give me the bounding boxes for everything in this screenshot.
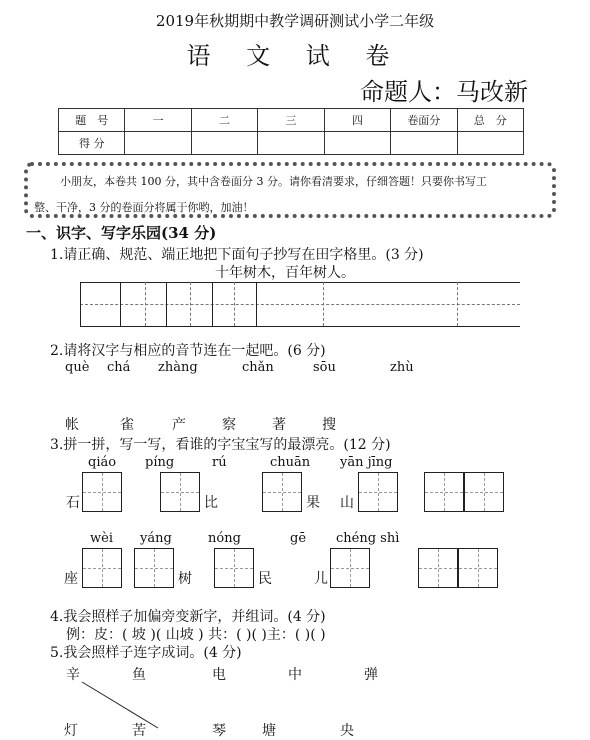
exam-title: 2019年秋期期中教学调研测试小学二年级 bbox=[155, 12, 435, 30]
hanzi-char[interactable]: 电 bbox=[212, 667, 226, 683]
pinyin-label: chá bbox=[107, 360, 131, 375]
hanzi-char: 帐 bbox=[65, 417, 79, 433]
hanzi-char: 座 bbox=[64, 571, 78, 587]
q3-instruction: 3.拼一拼，写一写，看谁的字宝宝写的最漂亮。(12 分) bbox=[50, 437, 391, 453]
hanzi-char[interactable]: 央 bbox=[340, 723, 354, 739]
pinyin-label: qiáo bbox=[88, 455, 117, 470]
pinyin-label: què bbox=[65, 360, 90, 375]
hanzi-char: 察 bbox=[222, 417, 236, 433]
hanzi-char: 著 bbox=[272, 417, 286, 433]
pinyin-label: yān jīng bbox=[340, 455, 393, 470]
q4-instruction: 4.我会照样子加偏旁变新字，并组词。(4 分) bbox=[50, 609, 326, 625]
q2-instruction: 2.请将汉字与相应的音节连在一起吧。(6 分) bbox=[50, 343, 326, 359]
q1-sentence: 十年树木，百年树人。 bbox=[215, 265, 355, 281]
q4-example[interactable]: 例：皮：( 坡 )( 山坡 ) 共：( )( )主：( )( ) bbox=[66, 627, 326, 643]
pinyin-label: chuān bbox=[270, 455, 311, 470]
score-header-cell: 一 bbox=[125, 109, 191, 132]
subject-title: 语 文 试 卷 bbox=[186, 42, 404, 70]
hanzi-char[interactable]: 弹 bbox=[364, 667, 378, 683]
hanzi-char[interactable]: 塘 bbox=[262, 723, 276, 739]
hanzi-char: 果 bbox=[306, 495, 320, 511]
hanzi-char: 树 bbox=[178, 571, 192, 587]
hanzi-char[interactable]: 灯 bbox=[64, 723, 78, 739]
hanzi-char: 山 bbox=[340, 495, 354, 511]
score-row-label: 得 分 bbox=[59, 132, 125, 155]
q1-instruction: 1.请正确、规范、端正地把下面句子抄写在田字格里。(3 分) bbox=[50, 247, 424, 263]
hanzi-char: 石 bbox=[66, 495, 80, 511]
pinyin-label: chéng shì bbox=[336, 531, 400, 546]
hanzi-char: 产 bbox=[172, 417, 186, 433]
hanzi-char[interactable]: 鱼 bbox=[132, 667, 146, 683]
pinyin-label: chǎn bbox=[242, 360, 274, 375]
hanzi-char: 雀 bbox=[120, 417, 134, 433]
score-header-cell: 卷面分 bbox=[391, 109, 457, 132]
hanzi-char: 搜 bbox=[322, 417, 336, 433]
notice-line-2: 整、干净，3 分的卷面分将属于你哟，加油！ bbox=[34, 201, 254, 214]
score-header-cell: 三 bbox=[258, 109, 324, 132]
section-title: 一、识字、写字乐园(34 分) bbox=[26, 224, 217, 242]
score-header-cell: 二 bbox=[191, 109, 257, 132]
pinyin-label: nóng bbox=[208, 531, 241, 546]
pinyin-label: gē bbox=[290, 531, 307, 546]
pinyin-label: yáng bbox=[140, 531, 172, 546]
score-header-cell: 题 号 bbox=[59, 109, 125, 132]
pinyin-label: sōu bbox=[313, 360, 336, 375]
hanzi-char: 民 bbox=[258, 571, 272, 587]
q5-instruction: 5.我会照样子连字成词。(4 分) bbox=[50, 645, 242, 661]
hanzi-char: 比 bbox=[204, 495, 218, 511]
hanzi-char: 儿 bbox=[314, 571, 328, 587]
hanzi-char[interactable]: 琴 bbox=[212, 723, 226, 739]
hanzi-char[interactable]: 中 bbox=[288, 667, 302, 683]
hanzi-char[interactable]: 辛 bbox=[66, 667, 80, 683]
pinyin-label: zhù bbox=[390, 360, 414, 375]
score-header-cell: 总 分 bbox=[457, 109, 523, 132]
author-line: 命题人：马改新 bbox=[360, 78, 528, 106]
pinyin-label: wèi bbox=[90, 531, 113, 546]
hanzi-char[interactable]: 苦 bbox=[132, 723, 146, 739]
pinyin-label: píng bbox=[145, 455, 175, 470]
score-header-cell: 四 bbox=[324, 109, 390, 132]
pinyin-label: rú bbox=[212, 455, 227, 470]
notice-line-1: 小朋友，本卷共 100 分，其中含卷面分 3 分。请你看清要求，仔细答题！只要你书写工 bbox=[60, 175, 487, 188]
pinyin-label: zhàng bbox=[158, 360, 198, 375]
